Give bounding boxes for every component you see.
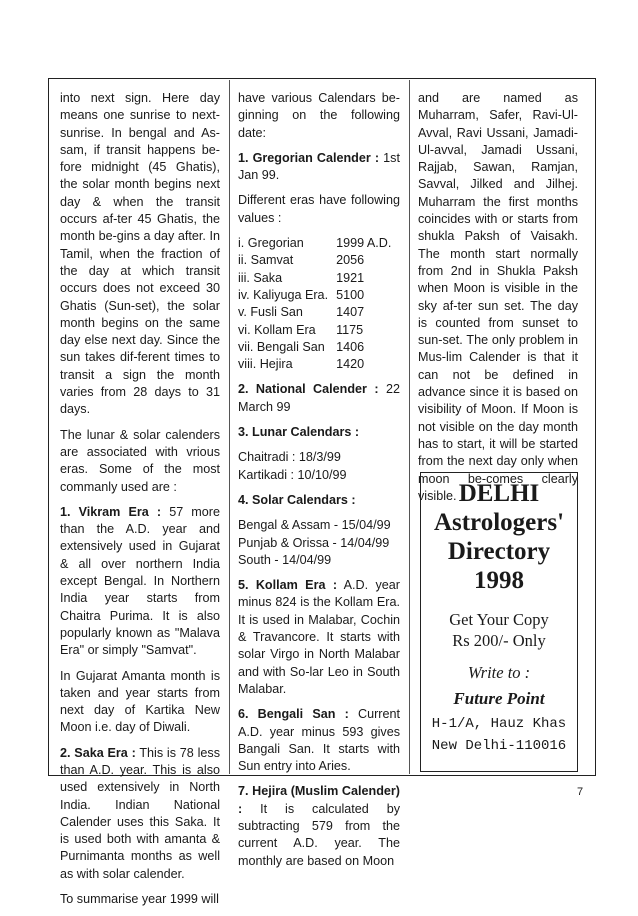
column-3 [418,90,578,513]
era-value: 1420 [336,357,365,372]
paragraph [238,449,400,484]
ad-title-line: Astrologers' [433,509,565,536]
eras-table [238,235,391,373]
paragraph: To summarise year 1999 will [60,892,219,907]
paragraph [60,745,220,883]
brand-name: Future Point [453,689,545,708]
paragraph [238,150,400,185]
era-name: viii. Hejira [238,357,293,372]
paragraph: and are named as Muharram, Safer, Ravi-Ul-Avval, Ravi Ussani, Jamadi-Ul-avval, Jamadi Ussani, Rajjab, Sawan, Ramjan, Savval, Jilked and Jilhej. Muharram the first months coincides with or starts from shukla Paksh of Vaisakh. The month start normally from 2nd in Shukla Paksh when Moon is visible in the sky af-ter sun set. The day is counted from sunset to sun-set. The only problem in Mus-lim Calender is that it can not be defined in advance since it is based on visibility of Moon. If Moon is not visible on the day month has to start, it will be started from the next day only when moon be-comes clearly visible. [418,91,578,503]
era-name: vii. Bengali San [238,339,325,354]
ad-offer-line: Get Your Copy [449,610,549,629]
section-text: A.D. year minus 824 is the Kollam Era. It is used in Malabar, Cochin & Travancore. It starts with solar Virgo in North Malabar and with So-lar Leo in South Malabar. [238,578,400,696]
table-row [238,287,391,304]
ad-title-line: 1998 [474,567,524,594]
era-name: iii. Saka [238,270,283,285]
era-name: ii. Samvat [238,253,294,268]
table-row [238,304,391,321]
paragraph: In Gujarat Amanta month is taken and year starts from next day of Kartika New Moon i.e. day of Diwali. [60,668,220,735]
column-divider [409,80,410,774]
column-2 [238,90,400,878]
section-text: Current A.D. year minus 593 gives Bangali San. It starts with Sun entry into Aries. [238,707,401,774]
page-number: 7 [577,786,584,798]
era-value: 2056 [336,253,365,268]
era-text: 57 more than the A.D. year and extensively used in Gujarat & all over northern India except Bengal. In Northern India year starts from Chaitra Purima. It is also popularly known as "Malava Era" or simply "Samvat". [60,504,220,658]
era-name: iv. Kaliyuga Era. [238,287,329,302]
column-1 [60,90,220,916]
ad-title-line: Directory [447,538,551,565]
paragraph [238,381,400,416]
list-item: Bengal & Assam - 15/04/99 [238,518,391,533]
list-item: Kartikadi : 10/10/99 [238,467,347,482]
list-item: Chaitradi : 18/3/99 [238,450,341,465]
column-divider [229,80,230,774]
section-heading: 7. Hejira (Muslim Calender) : [238,784,400,816]
section-heading: 5. Kollam Era : [238,578,338,593]
table-row [238,322,391,339]
paragraph: have various Calendars be-ginning on the following date: [238,91,400,140]
era-value: 5100 [336,287,365,302]
ad-title [421,479,577,595]
address-line: H-1/A, Hauz Khas [431,716,567,732]
paragraph [60,504,220,660]
era-name: i. Gregorian [238,236,304,251]
section-heading: 6. Bengali San : [238,707,349,722]
era-value: 1407 [336,305,365,320]
era-heading: 1. Vikram Era : [60,504,162,519]
address-line: New Delhi-110016 [431,738,567,754]
paragraph [238,706,400,775]
ad-write-to: Write to : [467,663,531,682]
paragraph [238,577,400,698]
era-text: This is 78 less than A.D. year. This is also used extensively in North India. Indian National Calender uses this Saka. It is used both with amanta & Purnimanta months as well as with solar calender. [60,745,220,881]
era-value: 1406 [336,339,365,354]
era-heading: 2. Saka Era : [60,745,136,760]
paragraph [238,517,400,569]
table-row [238,356,391,373]
paragraph: into next sign. Here day means one sunrise to next-sunrise. In bengal and As-sam, if transit happens be-fore midnight (45 Ghatis), the solar month begins next day & when the transit occurs af-ter 45 Ghatis, the month be-gins a day after. In Tamil, when the fraction of the day at which transit occurs does not exceed 30 Ghatis (Sun-set), the solar month begins on the same day else next day. Since the sun takes dif-ferent times to transit a sign the month varies from 28 days to 31 days. [60,91,220,417]
paragraph: Different eras have following values : [238,193,400,225]
section-heading: 1. Gregorian Calender : [238,150,380,165]
ad-title-line: DELHI [458,480,540,507]
directory-advertisement [420,472,578,772]
section-heading: 3. Lunar Calendars : [238,425,360,440]
section-heading: 4. Solar Calendars : [238,492,356,507]
ad-price: Rs 200/- Only [452,631,546,650]
ad-offer [421,609,577,651]
section-text: 22 March 99 [238,382,400,414]
section-text: 1st Jan 99. [238,150,400,183]
era-value: 1921 [336,270,365,285]
list-item: Punjab & Orissa - 14/04/99 [238,535,390,550]
table-row [238,270,391,287]
era-value: 1999 A.D. [336,236,392,251]
table-row [238,339,391,356]
era-name: v. Fusli San [238,305,303,320]
era-name: vi. Kollam Era [238,322,316,337]
ad-address [421,713,577,757]
section-text: It is calculated by subtracting 579 from the current A.D. year. The monthly are based on Moon [238,801,400,868]
paragraph: The lunar & solar calenders are associated with vrious eras. Some of the most commanly used are : [60,427,220,494]
era-value: 1175 [336,322,364,337]
section-heading: 2. National Calender : [238,382,379,397]
list-item: South - 14/04/99 [238,552,332,567]
table-row [238,252,391,269]
paragraph [238,783,400,869]
table-row [238,235,391,252]
